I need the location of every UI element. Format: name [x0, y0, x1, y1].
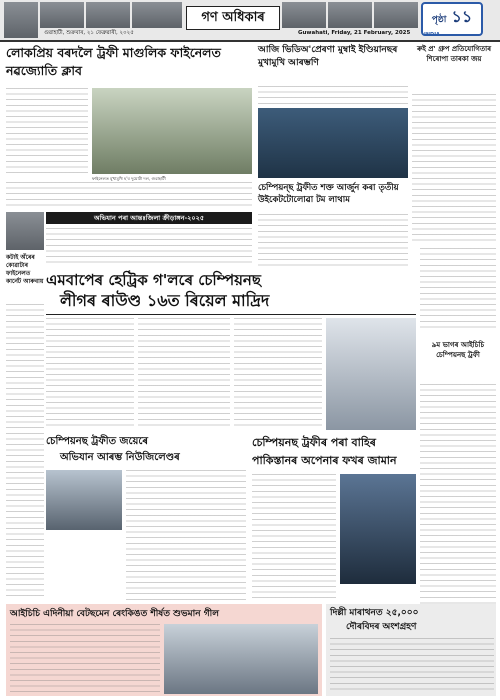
dateline-english: Guwahati, Friday, 21 February, 2025 — [298, 30, 411, 36]
page-label: পৃষ্ঠা — [431, 15, 447, 25]
pakistan-photo — [340, 474, 416, 584]
bordoloi-headline: লোকপ্ৰিয় বৰদলৈ ট্ৰফী মাগুলিক ফাইনেলত নৱজ্যোতি ক্লাব — [6, 45, 221, 78]
sports-mela-body — [46, 228, 252, 266]
pakistan-headline-line2: পাকিস্তানৰ অপেনাৰ ফখৰ জামান — [252, 454, 397, 467]
masthead-photo-2 — [40, 2, 84, 28]
quarterfinal-headline: কটাই অঁৰেৰ কোৱাটাৰ ফাইনেলত কাৰ্নেট আৰুবায় — [6, 254, 44, 285]
masthead-photo-5 — [282, 2, 326, 28]
page-number-box — [421, 2, 483, 36]
newzealand-headline-line2: অভিযান আৰম্ভ নিউজিলেণ্ডৰ — [60, 452, 180, 463]
masthead-photo-7 — [374, 2, 418, 28]
mbappe-photo — [326, 318, 416, 430]
india-pak-subhead: আজি ভিডিঅ'প্ৰেৰণা মুম্বাই ইণ্ডিয়ানছৰ মুখামুখি আৰম্ভণি — [258, 45, 398, 68]
left-column-body — [6, 304, 44, 600]
bordoloi-body-bottom — [6, 182, 252, 208]
mbappe-body-col1 — [46, 318, 134, 430]
india-pak-body — [258, 86, 408, 106]
sports-mela-bar: অভিযান পৰা আন্তঃজিলা ক্ৰীড়াঙ্গন-২০২৫ — [46, 212, 252, 224]
ninth-headline: ৯ম ভাগৰ আইচিচি চেম্পিয়নছ ট্ৰফী — [431, 341, 485, 359]
masthead-photo-4 — [132, 2, 182, 28]
masthead-photo-3 — [86, 2, 130, 28]
newzealand-headline-line1: চেম্পিয়নছ ট্ৰফীত জয়েৰে — [46, 436, 149, 447]
india-pak-photo — [258, 108, 408, 178]
dateline-assamese: গুৱাহাটী, শুক্ৰবাৰ, ২১ ফেব্ৰুৱাৰী, ২০২৫ — [44, 30, 134, 36]
right-top-body — [412, 94, 496, 244]
shami-headline: চেম্পিয়ন্‌ছ ট্ৰফীত শক্ত আৰ্জুন কৰা তৃতীয় উইকেটটোলোৱা টম লাথাম — [258, 183, 399, 205]
newzealand-photo — [46, 470, 122, 530]
masthead-title: গণ অধিকাৰ — [186, 6, 280, 30]
pakistan-body-col1 — [252, 474, 336, 600]
bordoloi-body-col1 — [6, 88, 88, 176]
mbappe-body-col3 — [234, 318, 322, 430]
sports-mela-photo — [6, 212, 44, 250]
mbappe-rule — [46, 314, 416, 315]
gill-photo — [164, 624, 318, 694]
masthead-photo-6 — [328, 2, 372, 28]
delhi-headline-line1: দিল্লী মাৰাথনত ২৫,০০০ — [330, 608, 419, 618]
mbappe-headline-line1: এমবাপেৰ হেট্ৰিক গ'লৰে চেম্পিয়নছ — [46, 271, 261, 289]
gill-headline: আইচিচি এদিনীয়া বেটছমেন ৰেংকিঙত শীৰ্ষত শুভমান গীল — [10, 609, 219, 619]
mbappe-body-col2 — [138, 318, 230, 430]
right-column-body — [420, 248, 496, 332]
right-top-headline: ৰুই প্ৰ' গ্ৰুপ প্ৰতিযোগিতাৰ শিৰোপা তাৰকা জয় — [416, 45, 492, 63]
delhi-body — [330, 638, 494, 694]
masthead-photo-left — [4, 2, 38, 38]
delhi-headline-line2: দৌৰবিদৰ অংশগ্ৰহণ — [346, 622, 417, 632]
ninth-body — [420, 384, 496, 610]
edition-tag: INDIA — [424, 32, 440, 38]
bordoloi-caption: ফাইনেলত মুখামুখি হ'ব দুয়োটা দল, গুৱাহাটী — [92, 176, 166, 181]
shami-body — [258, 214, 408, 266]
page-number: ১১ — [451, 7, 473, 26]
newzealand-body — [126, 470, 246, 600]
mbappe-headline-line2: লীগৰ ৰাউণ্ড ১৬ত ৰিয়েল মাদ্ৰিদ — [60, 291, 270, 310]
bordoloi-team-photo — [92, 88, 252, 174]
pakistan-headline-line1: চেম্পিয়নছ ট্ৰফীৰ পৰা বাহিৰ — [252, 436, 376, 449]
gill-body — [10, 624, 160, 694]
